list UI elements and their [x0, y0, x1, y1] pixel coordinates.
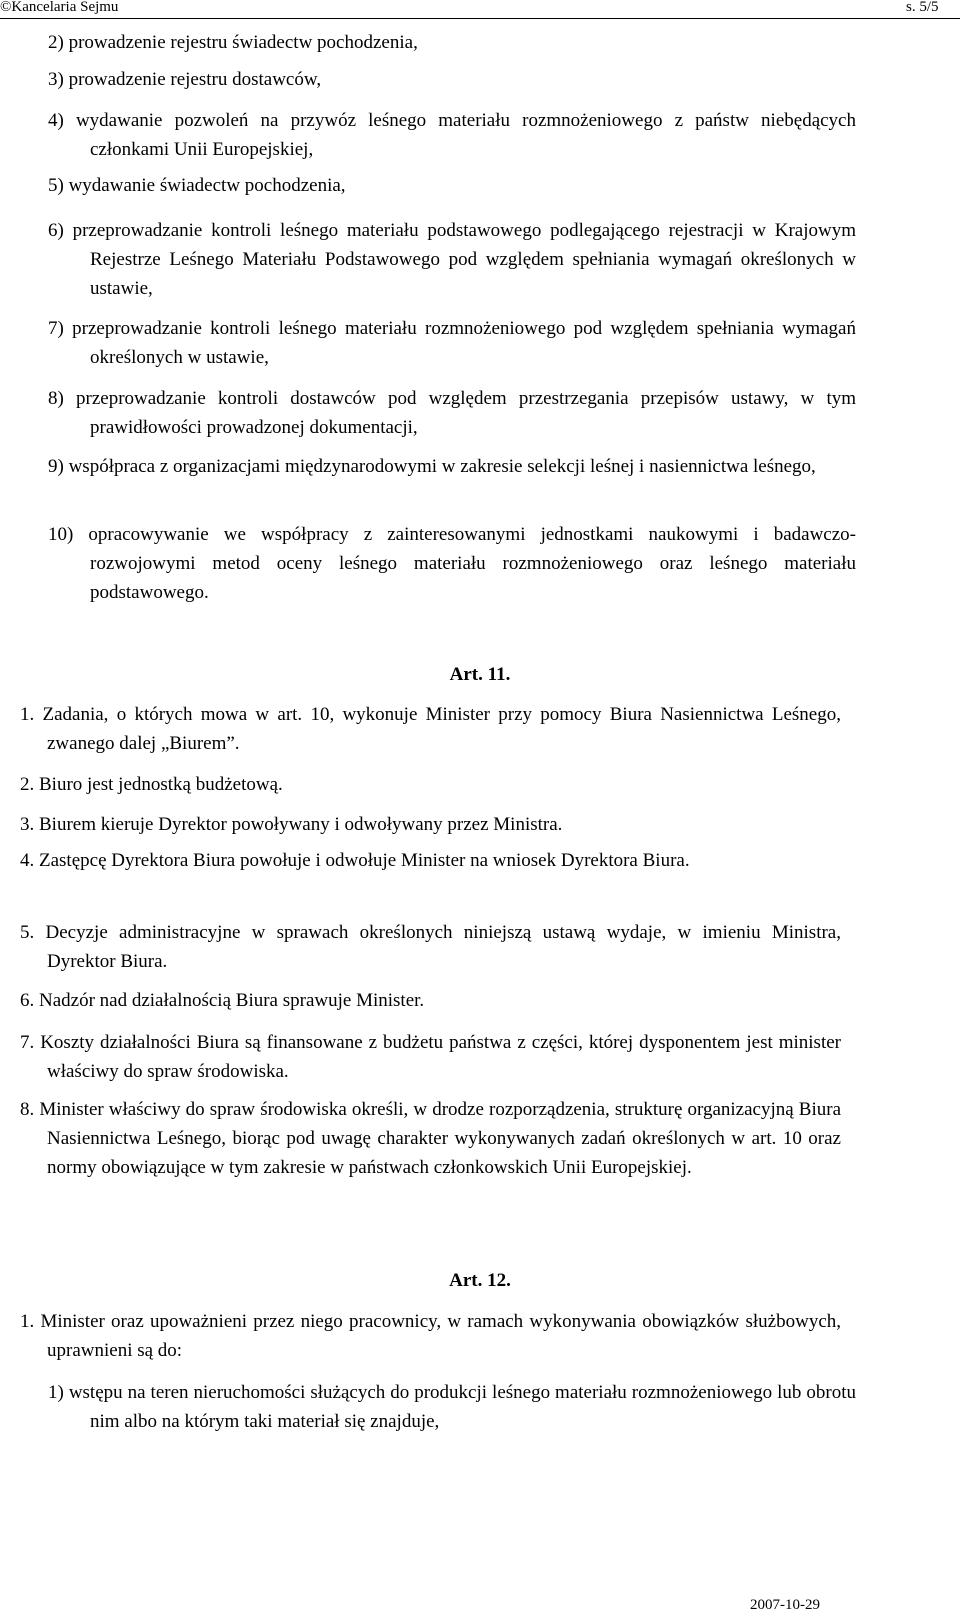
- article-paragraph: 6. Nadzór nad działalnością Biura sprawuje Minister.: [20, 990, 425, 1011]
- list-item: 10) opracowywanie we współpracy z zainteresowanymi jednostkami naukowymi i badawczo-rozwojowymi metod oceny leśnego materiału rozmnożeniowego oraz leśnego materiału podstawowego.: [48, 524, 856, 603]
- list-item: 3) prowadzenie rejestru dostawców,: [48, 69, 322, 90]
- article-paragraph: 5. Decyzje administracyjne w sprawach określonych niniejszą ustawą wydaje, w imieniu Ministra, Dyrektor Biura.: [20, 922, 841, 972]
- list-item: 5) wydawanie świadectw pochodzenia,: [48, 175, 346, 196]
- article-title: Art. 11.: [449, 664, 511, 685]
- list-item: 2) prowadzenie rejestru świadectw pochodzenia,: [48, 32, 418, 53]
- page-header: [0, 0, 960, 19]
- article-paragraph: 2. Biuro jest jednostką budżetową.: [20, 774, 283, 795]
- list-item: 9) współpraca z organizacjami międzynarodowymi w zakresie selekcji leśnej i nasiennictwa leśnego,: [48, 456, 816, 477]
- article-title: Art. 12.: [449, 1270, 511, 1291]
- article-paragraph: 7. Koszty działalności Biura są finansowane z budżetu państwa z części, której dysponentem jest minister właściwy do spraw środowiska.: [20, 1032, 841, 1082]
- header-source: ©Kancelaria Sejmu: [0, 0, 119, 15]
- list-item: 7) przeprowadzanie kontroli leśnego materiału rozmnożeniowego pod względem spełniania wymagań określonych w ustawie,: [48, 318, 856, 368]
- list-item: 1) wstępu na teren nieruchomości służących do produkcji leśnego materiału rozmnożeniowego lub obrotu nim albo na którym taki materiał się znajduje,: [48, 1382, 856, 1432]
- list-item: 4) wydawanie pozwoleń na przywóz leśnego materiału rozmnożeniowego z państw niebędących członkami Unii Europejskiej,: [48, 110, 856, 160]
- list-item: 8) przeprowadzanie kontroli dostawców pod względem przestrzegania przepisów ustawy, w tym prawidłowości prowadzonej dokumentacji,: [48, 388, 856, 438]
- article-paragraph: 3. Biurem kieruje Dyrektor powoływany i odwoływany przez Ministra.: [20, 814, 563, 835]
- article-paragraph: 1. Minister oraz upoważnieni przez niego pracownicy, w ramach wykonywania obowiązków służbowych, uprawnieni są do:: [20, 1311, 841, 1361]
- list-item: 6) przeprowadzanie kontroli leśnego materiału podstawowego podlegającego rejestracji w Krajowym Rejestrze Leśnego Materiału Podstawowego pod względem spełniania wymagań określonych w ustawie,: [48, 220, 856, 299]
- header-page-number: s. 5/5: [906, 0, 939, 15]
- header-rule: [0, 18, 960, 19]
- article-paragraph: 4. Zastępcę Dyrektora Biura powołuje i odwołuje Minister na wniosek Dyrektora Biura.: [20, 850, 690, 871]
- footer-date: 2007-10-29: [750, 1597, 820, 1613]
- article-paragraph: 1. Zadania, o których mowa w art. 10, wykonuje Minister przy pomocy Biura Nasiennictwa Leśnego, zwanego dalej „Biurem”.: [20, 704, 841, 754]
- article-paragraph: 8. Minister właściwy do spraw środowiska określi, w drodze rozporządzenia, strukturę organizacyjną Biura Nasiennictwa Leśnego, biorąc pod uwagę charakter wykonywanych zadań określonych w art. 10 oraz normy obowiązujące w tym zakresie w państwach członkowskich Unii Europejskiej.: [20, 1099, 841, 1178]
